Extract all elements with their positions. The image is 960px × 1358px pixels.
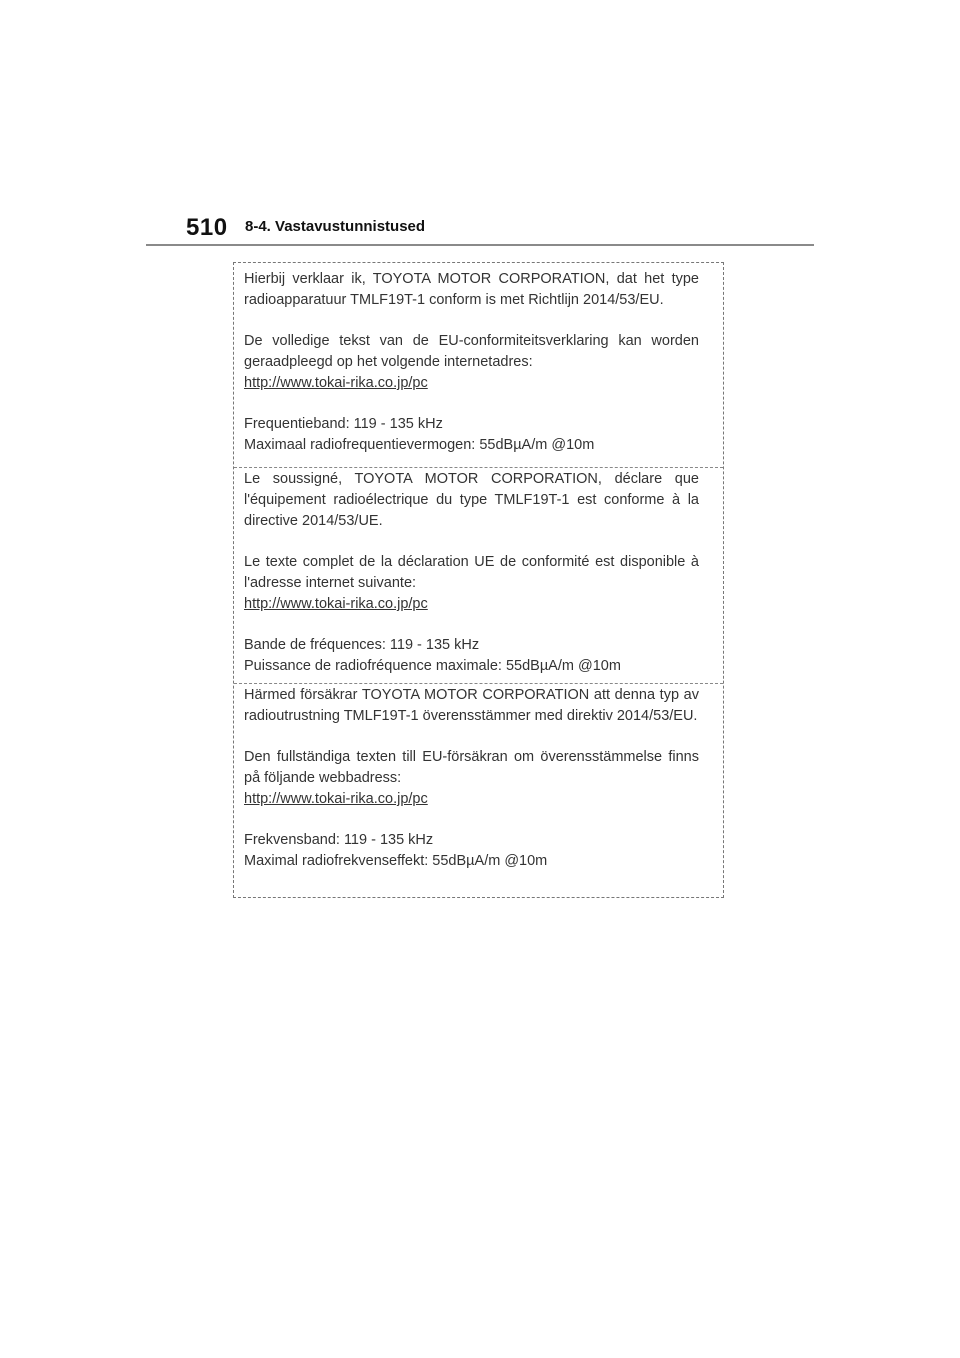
- declaration-swedish: [234, 683, 723, 872]
- french-band: Bande de fréquences: 119 - 135 kHz: [244, 637, 480, 653]
- swedish-full-text: Den fullständiga texten till EU-försäkran om överensstämmelse finns på följande webbadress:: [244, 749, 699, 786]
- dutch-power: Maximaal radiofrequentievermogen: 55dBµA/m @10m: [244, 437, 595, 453]
- french-power: Puissance de radiofréquence maximale: 55dBµA/m @10m: [244, 658, 621, 674]
- french-intro: Le soussigné, TOYOTA MOTOR CORPORATION, déclare que l'équipement radioélectrique du type TMLF19T-1 est conforme à la directive 2014/53/UE.: [244, 471, 699, 529]
- dutch-intro: Hierbij verklaar ik, TOYOTA MOTOR CORPORATION, dat het type radioapparatuur TMLF19T-1 conform is met Richtlijn 2014/53/EU.: [244, 271, 699, 308]
- dutch-band: Frequentieband: 119 - 135 kHz: [244, 416, 443, 432]
- swedish-link[interactable]: http://www.tokai-rika.co.jp/pc: [244, 791, 428, 807]
- swedish-intro: Härmed försäkrar TOYOTA MOTOR CORPORATION att denna typ av radioutrustning TMLF19T-1 överensstämmer med direktiv 2014/53/EU.: [244, 687, 699, 724]
- french-link[interactable]: http://www.tokai-rika.co.jp/pc: [244, 596, 428, 612]
- dutch-link[interactable]: http://www.tokai-rika.co.jp/pc: [244, 375, 428, 391]
- declaration-dutch: [234, 269, 723, 456]
- section-title: 8-4. Vastavustunnistused: [245, 218, 426, 235]
- declaration-box: [233, 262, 724, 898]
- dutch-full-text: De volledige tekst van de EU-conformiteitsverklaring kan worden geraadpleegd op het volgende internetadres:: [244, 333, 699, 370]
- french-full-text: Le texte complet de la déclaration UE de conformité est disponible à l'adresse internet suivante:: [244, 554, 699, 591]
- header-divider: [146, 244, 814, 246]
- swedish-power: Maximal radiofrekvenseffekt: 55dBµA/m @10m: [244, 853, 548, 869]
- swedish-band: Frekvensband: 119 - 135 kHz: [244, 832, 434, 848]
- declaration-french: [234, 467, 723, 677]
- page-number: 510: [186, 214, 228, 241]
